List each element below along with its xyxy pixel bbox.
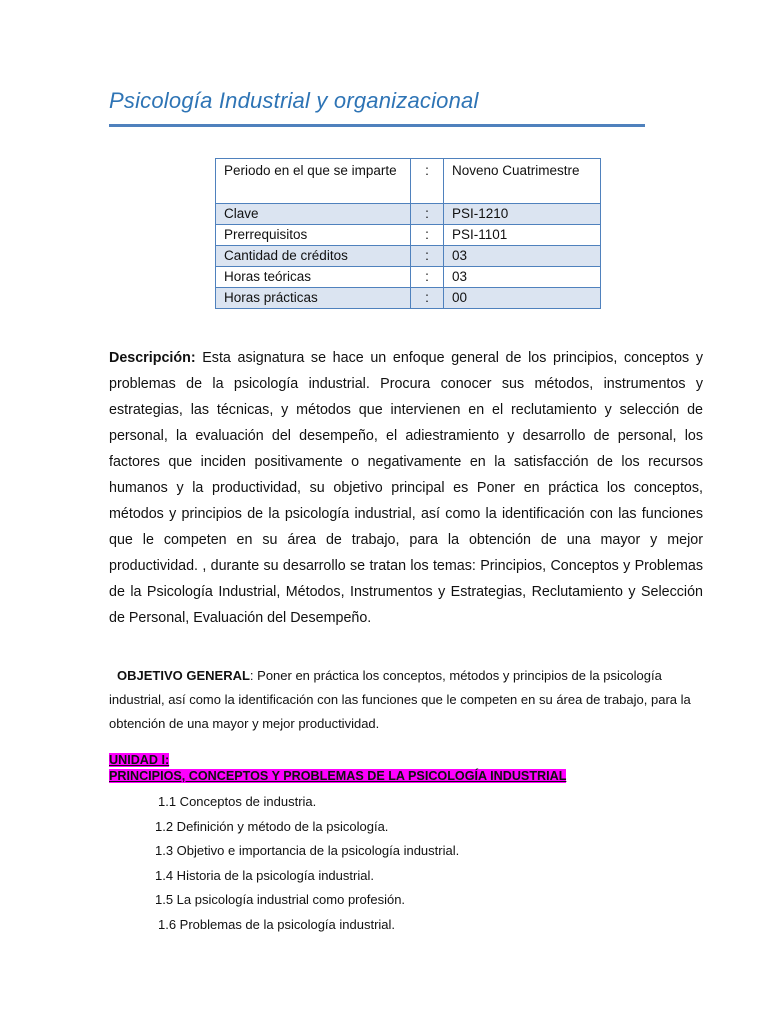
document-title: Psicología Industrial y organizacional bbox=[109, 88, 479, 113]
row-value: PSI-1210 bbox=[444, 204, 601, 225]
list-item: 1.6 Problemas de la psicología industrial. bbox=[158, 916, 396, 932]
unit-heading: UNIDAD I: bbox=[109, 753, 170, 767]
row-value: Noveno Cuatrimestre bbox=[444, 159, 601, 204]
description-label: Descripción: bbox=[109, 350, 196, 366]
row-separator: : bbox=[411, 267, 444, 288]
row-label: Horas teóricas bbox=[216, 267, 411, 288]
table-row bbox=[216, 267, 601, 288]
row-separator: : bbox=[411, 159, 444, 204]
row-separator: : bbox=[411, 225, 444, 246]
row-value: 00 bbox=[444, 288, 601, 309]
row-separator: : bbox=[411, 288, 444, 309]
objective-text: : Poner en práctica los conceptos, métodos y principios de la psicología industrial, así como la identificación con las funciones que le competen en su área de trabajo, para la obtención de una mayor y mejor productividad. bbox=[109, 668, 691, 731]
title-underline bbox=[109, 124, 645, 127]
row-label: Horas prácticas bbox=[216, 288, 411, 309]
row-label: Cantidad de créditos bbox=[216, 246, 411, 267]
course-info-table bbox=[215, 158, 601, 309]
table-row bbox=[216, 225, 601, 246]
list-item: 1.5 La psicología industrial como profesión. bbox=[155, 892, 406, 907]
list-item: 1.1 Conceptos de industria. bbox=[158, 794, 317, 809]
row-separator: : bbox=[411, 246, 444, 267]
row-value: 03 bbox=[444, 246, 601, 267]
table-row bbox=[216, 288, 601, 309]
table-row bbox=[216, 204, 601, 225]
unit-topic-list bbox=[155, 790, 459, 937]
list-item: 1.4 Historia de la psicología industrial. bbox=[155, 867, 374, 883]
objective-paragraph bbox=[109, 664, 709, 736]
unit-title: PRINCIPIOS, CONCEPTOS Y PROBLEMAS DE LA PSICOLOGÍA INDUSTRIAL bbox=[109, 769, 567, 783]
row-label: Clave bbox=[216, 204, 411, 225]
row-value: 03 bbox=[444, 267, 601, 288]
list-item: 1.2 Definición y método de la psicología. bbox=[155, 818, 389, 834]
description-text: Esta asignatura se hace un enfoque general de los principios, conceptos y problemas de la psicología industrial. Procura conocer sus métodos, instrumentos y estrategias, las técnicas, y métodos que intervienen en el reclutamiento y selección de personal, la evaluación del desempeño, el adiestramiento y desarrollo de personal, los factores que inciden positivamente o negativamente en la satisfacción de los recursos humanos y la productividad, su objetivo principal es Poner en práctica los conceptos, métodos y principios de la psicología industrial, así como la identificación con las funciones que le competen en su área de trabajo, para la obtención de una mayor y mejor productividad. , durante su desarrollo se tratan los temas: Principios, Conceptos y Problemas de la Psicología Industrial, Métodos, Instrumentos y Estrategias, Reclutamiento y Selección de Personal, Evaluación del Desempeño. bbox=[109, 350, 703, 626]
table-row bbox=[216, 159, 601, 204]
row-separator: : bbox=[411, 204, 444, 225]
objective-label: OBJETIVO GENERAL bbox=[117, 668, 250, 683]
row-label: Prerrequisitos bbox=[216, 225, 411, 246]
list-item: 1.3 Objetivo e importancia de la psicología industrial. bbox=[155, 843, 460, 858]
row-label: Periodo en el que se imparte bbox=[216, 159, 411, 204]
unit-heading-block bbox=[109, 752, 566, 784]
table-row bbox=[216, 246, 601, 267]
row-value: PSI-1101 bbox=[444, 225, 601, 246]
description-paragraph bbox=[109, 345, 703, 631]
